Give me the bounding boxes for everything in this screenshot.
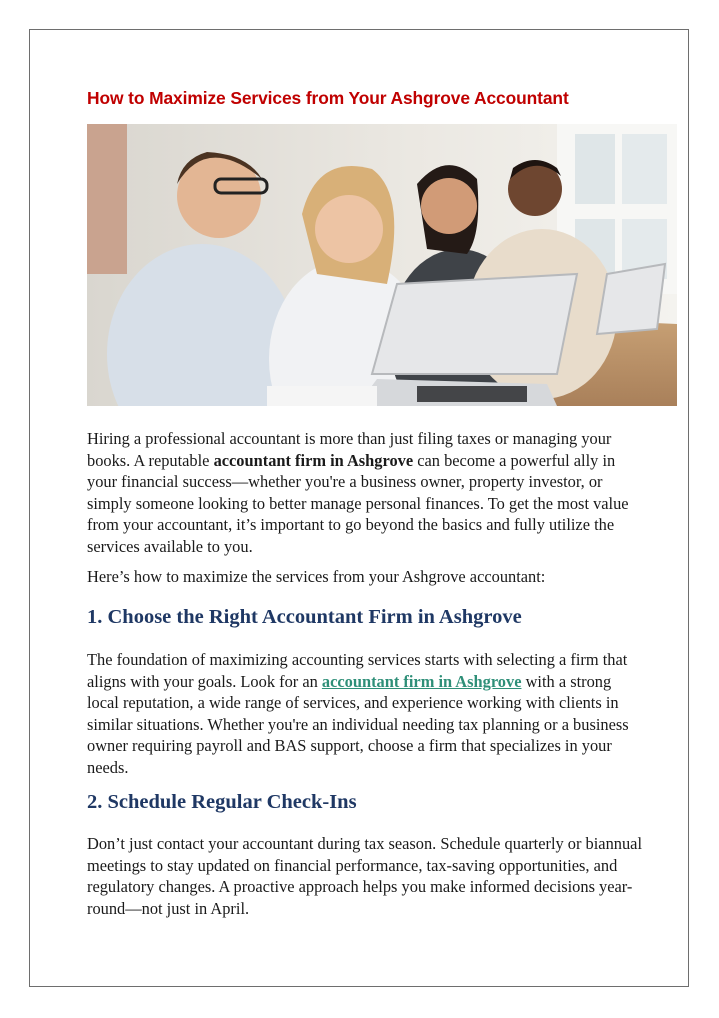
section-2-paragraph: Don’t just contact your accountant during tax season. Schedule quarterly or biannual meetings to stay updated on financial performance, tax-saving opportunities, and regulatory changes. A proactive approach helps you make informed decisions year-round—not just in April. (87, 834, 643, 918)
intro-bold-phrase: accountant firm in Ashgrove (213, 450, 414, 470)
accountant-firm-link[interactable]: accountant firm in Ashgrove (321, 671, 522, 691)
section-1-text-end: with a strong local reputation, a wide range of services, and experience working with clients in similar situations. Whether you're an individual needing tax planning or a business owner requiring payroll and BAS support, choose a firm that specializes in your needs. (87, 671, 629, 777)
photo-icon (87, 124, 677, 406)
intro-text-start: Hiring a professional accountant is more than just filing taxes or managing your books. A reputable (87, 429, 612, 470)
lead-in-paragraph: Here’s how to maximize the services from your Ashgrove accountant: (87, 567, 546, 586)
section-1-heading: 1. Choose the Right Accountant Firm in Ashgrove (87, 606, 522, 628)
section-1-text-start: The foundation of maximizing accounting services starts with selecting a firm that aligns with your goals. Look for an (87, 650, 628, 691)
section-1-paragraph (87, 649, 647, 779)
intro-paragraph (87, 428, 647, 558)
section-2-heading: 2. Schedule Regular Check-Ins (87, 791, 357, 813)
hero-image (87, 124, 677, 406)
page-title: How to Maximize Services from Your Ashgrove Accountant (87, 88, 569, 108)
intro-text-end: can become a powerful ally in your financial success—whether you're a business owner, property investor, or simply someone looking to better manage personal finances. To get the most value from your accountant, it’s important to go beyond the basics and fully utilize the services available to you. (87, 450, 629, 556)
